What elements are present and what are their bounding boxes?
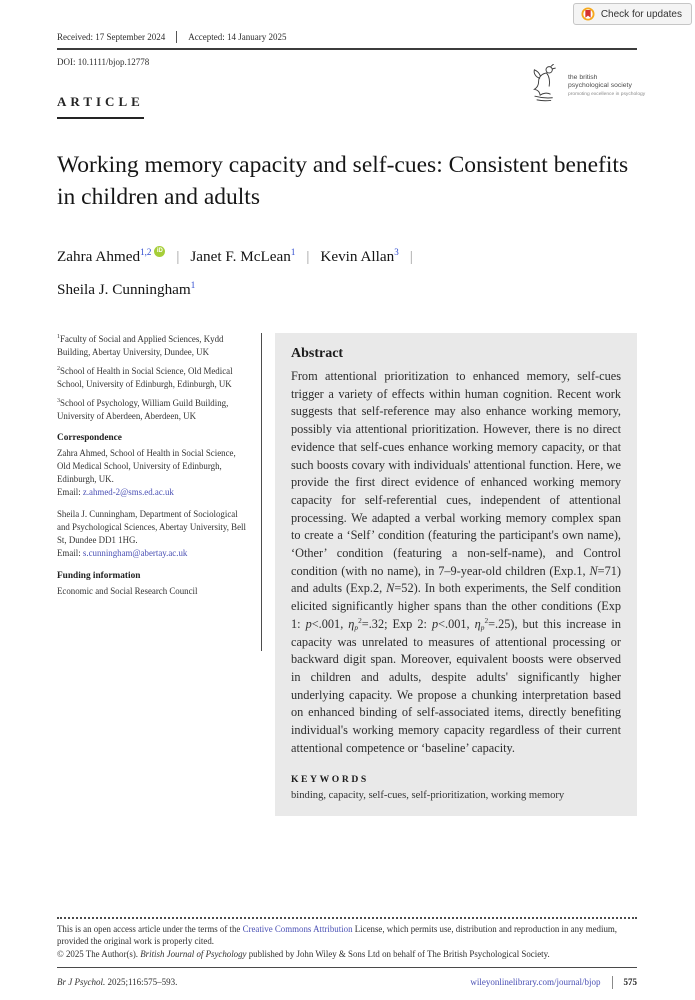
cc-license-link[interactable]: Creative Commons Attribution — [242, 923, 353, 934]
correspondence-heading: Correspondence — [57, 433, 122, 444]
footer-right — [470, 976, 637, 989]
email-link[interactable]: z.ahmed-2@sms.ed.ac.uk — [82, 487, 174, 498]
accepted-date: Accepted: 14 January 2025 — [188, 32, 287, 42]
divider — [176, 31, 177, 43]
article-info-column — [57, 333, 262, 651]
abstract-text: From attentional prioritization to enhanced memory, self-cues trigger a variety of effects within human cognition. Recent work suggests that self-reference may also enhance working memory, possibly via attentional prioritization. However, there is no direct evidence that self-cues enhance working memory capacity, or that such boosts covary with individuals' attentional function. Here, we provide the first direct evidence of enhanced working memory capacity for self-referential cues, independent of attentional processing. We adapted a verbal working memory complex span to create a ‘Self’ condition (featuring the participant's own name), ‘Other’ condition (featuring a non-self-name), and Control condition (with no name), in 7–9-year-old children (Exp.1, N=71) and adults (Exp.2, N=52). In both experiments, the Self condition elicited significantly higher spans than the other conditions (Exp 1: p<.001, $\eta_p^2=.32$; Exp 2: p<.001, $\eta_p^2=.25$), but this increase in capacity was unrelated to measures of attentional processing or backward digit span. Moreover, equivalent boosts were observed in children and adults, despite adults' significantly higher underlying capacity. We propose a chunking interpretation based on enhanced binding of self-associated items, directly benefiting individual's working memory capacity regardless of their current attentional competence or ‘baseline’ capacity. — [291, 369, 621, 755]
bps-logo-tagline: promoting excellence in psychology — [568, 91, 646, 97]
affiliation: $^3$School of Psychology, William Guild Building, University of Aberdeen, Aberdeen, UK — [57, 397, 229, 421]
funding-body: Economic and Social Research Council — [57, 585, 198, 596]
article-type-label: ARTICLE — [57, 94, 144, 119]
authors-line: Zahra Ahmed$^{1,2}$ iD | Janet F. McLean$^1$ | Kevin Allan$^3$ | Sheila J. Cunningham$^1$ — [57, 240, 637, 306]
check-for-updates-label: Check for updates — [600, 8, 682, 20]
correspondence-block — [57, 432, 247, 559]
funding-block — [57, 570, 247, 598]
correspondence-entry: Zahra Ahmed, School of Health in Social Science, Old Medical School, University of Edinburgh, Edinburgh, UK. Email: z.ahmed-2@sms.ed.ac.uk — [57, 448, 236, 498]
orcid-icon[interactable] — [154, 246, 165, 257]
affiliation: $^1$Faculty of Social and Applied Sciences, Kydd Building, Abertay University, Dundee, UK — [57, 334, 224, 357]
correspondence-entry: Sheila J. Cunningham, Department of Sociological and Psychological Sciences, Abertay University, Bell St, Dundee DD1 1HG. Email: s.cunningham@abertay.ac.uk — [57, 508, 246, 558]
doi: DOI: 10.1111/bjop.12778 — [57, 57, 150, 67]
header-rule — [57, 48, 637, 50]
email-link[interactable]: s.cunningham@abertay.ac.uk — [82, 547, 188, 558]
crossmark-icon — [581, 7, 595, 21]
abstract-heading: Abstract — [291, 346, 344, 361]
page-footer — [57, 917, 637, 989]
page-number: 575 — [612, 976, 638, 989]
bps-logo — [530, 64, 665, 107]
article-title: Working memory capacity and self-cues: Consistent benefits in children and adults — [57, 152, 629, 210]
affiliations-block — [57, 333, 247, 422]
abstract-box — [275, 333, 637, 816]
funding-heading: Funding information — [57, 570, 141, 581]
journal-url-link[interactable]: wileyonlinelibrary.com/journal/bjop — [470, 977, 601, 988]
bps-logo-icon — [530, 64, 562, 107]
check-for-updates-button[interactable] — [573, 3, 692, 25]
received-accepted-row — [57, 0, 637, 43]
bps-logo-text: the british psychological society promoting excellence in psychology — [568, 73, 646, 97]
received-date: Received: 17 September 2024 — [57, 32, 166, 42]
footer-bar — [57, 967, 637, 989]
affiliation: $^2$School of Health in Social Science, Old Medical School, University of Edinburgh, Edinburgh, UK — [57, 365, 233, 389]
copyright-statement: © 2025 The Author(s). British Journal of Psychology published by John Wiley & Sons Ltd on behalf of The British Psychological Society. — [57, 948, 550, 959]
open-access-statement: This is an open access article under the terms of the Creative Commons Attribution License, which permits use, distribution and reproduction in any medium, provided the original work is properly cited. — [57, 923, 618, 947]
two-column-layout — [57, 333, 637, 816]
keywords-list: binding, capacity, self-cues, self-prioritization, working memory — [291, 790, 565, 802]
journal-citation: Br J Psychol. 2025;116:575–593. — [57, 977, 178, 988]
keywords-heading: KEYWORDS — [291, 774, 369, 786]
dotted-divider — [57, 917, 637, 919]
